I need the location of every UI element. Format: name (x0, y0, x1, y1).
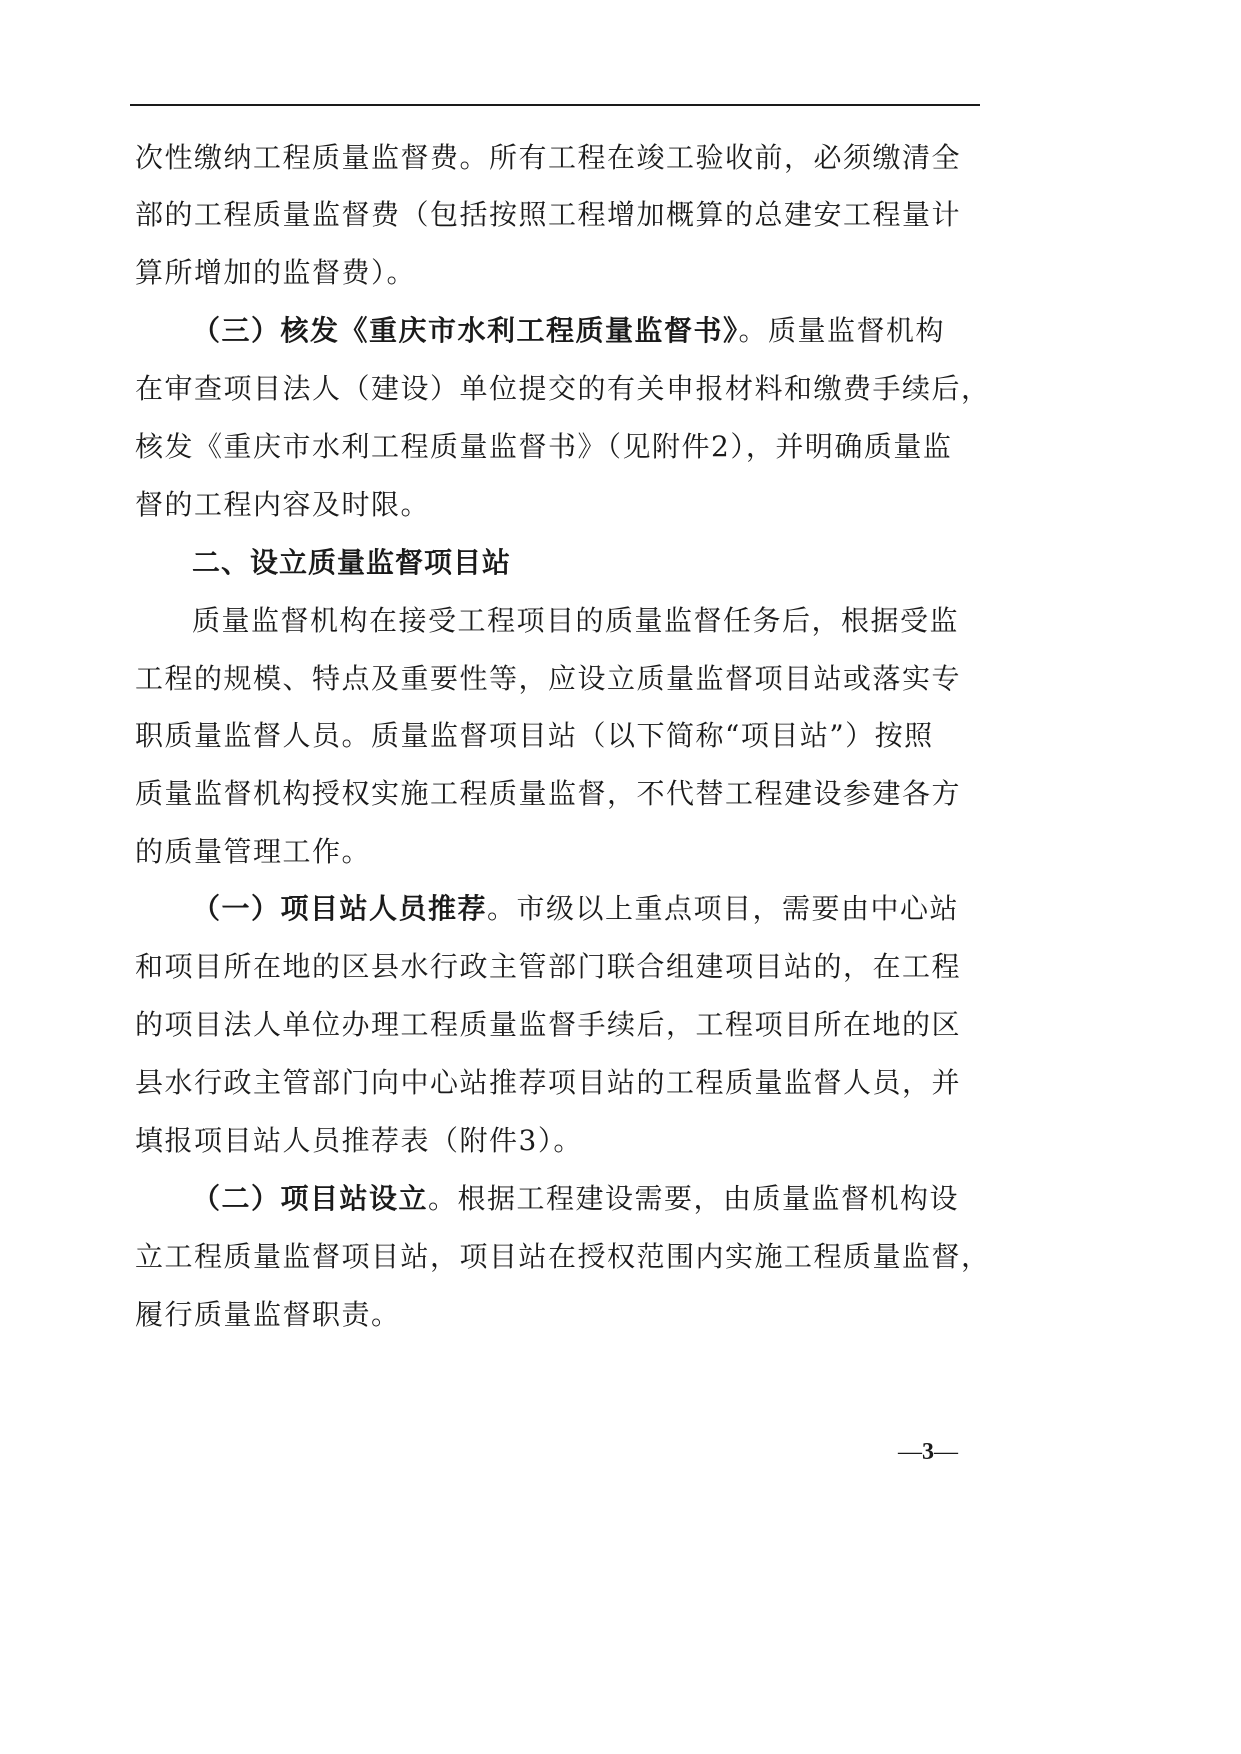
paragraph-establish-line-2: 立工程质量监督项目站，项目站在授权范围内实施工程质量监督， (135, 1240, 991, 1273)
header-rule (130, 104, 980, 106)
paragraph-recommend-line-3: 的项目法人单位办理工程质量监督手续后，工程项目所在地的区 (135, 1008, 962, 1041)
paragraph-recommend-line-4: 县水行政主管部门向中心站推荐项目站的工程质量监督人员，并 (135, 1066, 962, 1099)
paragraph-station-line-5: 的质量管理工作。 (135, 835, 372, 868)
paragraph-establish-line-1-rest: 。根据工程建设需要，由质量监督机构设 (428, 1182, 960, 1215)
paragraph-fee-line-2: 部的工程质量监督费（包括按照工程增加概算的总建安工程量计 (135, 198, 962, 231)
paragraph-recommend-line-1 (192, 891, 959, 927)
paragraph-recommend-line-5: 填报项目站人员推荐表（附件3）。 (135, 1124, 583, 1157)
paragraph-fee-line-1: 次性缴纳工程质量监督费。所有工程在竣工验收前，必须缴清全 (135, 141, 962, 174)
page-number-dash-right: — (934, 1439, 958, 1465)
paragraph-station-line-4: 质量监督机构授权实施工程质量监督，不代替工程建设参建各方 (135, 777, 962, 810)
paragraph-station-line-3: 职质量监督人员。质量监督项目站（以下简称“项目站”）按照 (135, 719, 934, 752)
paragraph-establish-lead: （二）项目站设立 (192, 1182, 429, 1215)
paragraph-issue-line-3: 核发《重庆市水利工程质量监督书》（见附件2），并明确质量监 (135, 430, 953, 463)
paragraph-establish-line-3: 履行质量监督职责。 (135, 1298, 401, 1331)
paragraph-issue-line-2: 在审查项目法人（建设）单位提交的有关申报材料和缴费手续后， (135, 372, 991, 405)
page-number-value: 3 (922, 1439, 934, 1465)
paragraph-recommend-lead: （一）项目站人员推荐 (192, 892, 488, 925)
paragraph-issue-line-1 (192, 313, 945, 349)
paragraph-issue-line-4: 督的工程内容及时限。 (135, 488, 431, 521)
paragraph-recommend-line-1-rest: 。市级以上重点项目，需要由中心站 (487, 892, 960, 925)
paragraph-fee-line-3: 算所增加的监督费）。 (135, 256, 417, 289)
page-number (898, 1436, 958, 1468)
paragraph-station-line-1: 质量监督机构在接受工程项目的质量监督任务后，根据受监 (192, 604, 960, 637)
paragraph-establish-line-1 (192, 1181, 959, 1217)
paragraph-issue-line-1-rest: 。质量监督机构 (738, 314, 946, 347)
page-number-dash-left: — (898, 1439, 922, 1465)
section-heading: 二、设立质量监督项目站 (192, 546, 512, 579)
paragraph-station-line-2: 工程的规模、特点及重要性等，应设立质量监督项目站或落实专 (135, 662, 962, 695)
paragraph-issue-lead: （三）核发《重庆市水利工程质量监督书》 (192, 314, 739, 347)
paragraph-recommend-line-2: 和项目所在地的区县水行政主管部门联合组建项目站的，在工程 (135, 950, 962, 983)
